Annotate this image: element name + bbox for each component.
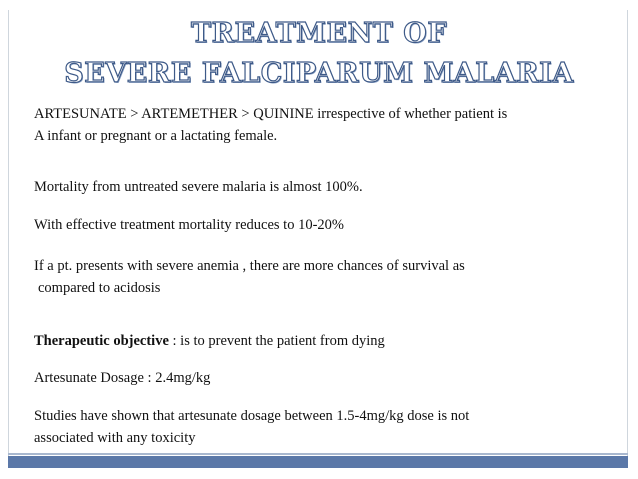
drug-order-paragraph xyxy=(34,103,614,147)
mortality-untreated-text: Mortality from untreated severe malaria is almost 100%. xyxy=(34,179,363,195)
therapeutic-objective xyxy=(34,330,614,352)
objective-text: : is to prevent the patient from dying xyxy=(168,333,385,349)
anemia-paragraph xyxy=(34,255,614,299)
anemia-line-1: If a pt. presents with severe anemia , there are more chances of survival as xyxy=(34,258,465,274)
studies-line-1: Studies have shown that artesunate dosage between 1.5-4mg/kg dose is not xyxy=(34,408,470,424)
drug-order-line-1: ARTESUNATE > ARTEMETHER > QUININE irrespective of whether patient is xyxy=(34,106,508,122)
slide-title-line-2: SEVERE FALCIPARUM MALARIA xyxy=(64,58,574,89)
objective-label: Therapeutic objective xyxy=(34,333,169,349)
slide-bottom-bar xyxy=(8,456,628,468)
studies-line-2: associated with any toxicity xyxy=(34,430,196,446)
mortality-treated-text: With effective treatment mortality reduces to 10-20% xyxy=(34,217,344,233)
studies-paragraph xyxy=(34,405,614,449)
anemia-line-2: compared to acidosis xyxy=(38,280,161,296)
dosage-text: Artesunate Dosage : 2.4mg/kg xyxy=(34,370,211,386)
slide-title-line-1: TREATMENT OF xyxy=(190,18,447,49)
drug-order-line-2: A infant or pregnant or a lactating female. xyxy=(34,128,278,144)
